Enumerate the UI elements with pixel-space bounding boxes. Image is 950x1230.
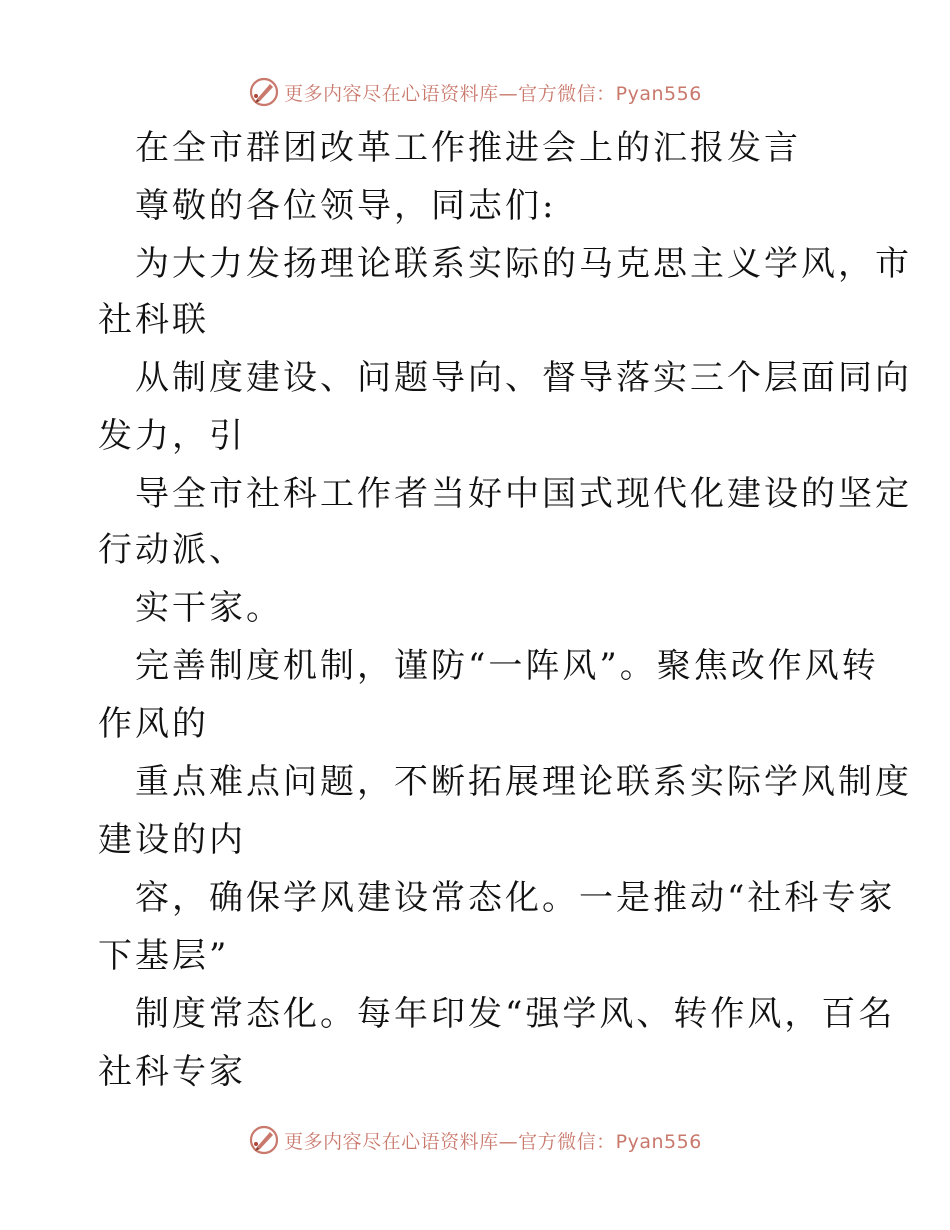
text-line: 行动派、 (98, 530, 246, 570)
text-line: 制度常态化。每年印发“强学风、转作风，百名 (135, 994, 896, 1034)
document-title: 在全市群团改革工作推进会上的汇报发言 (135, 128, 801, 168)
text-line: 容，确保学风建设常态化。一是推动“社科专家 (135, 878, 896, 918)
quill-pen-logo-icon (248, 76, 280, 108)
text-line: 发力，引 (98, 416, 246, 456)
header-watermark-banner (0, 70, 950, 114)
text-line: 重点难点问题，不断拓展理论联系实际学风制度 (135, 762, 912, 802)
watermark-text: 更多内容尽在心语资料库—官方微信：Pyan556 (284, 1130, 702, 1153)
text-line: 导全市社科工作者当好中国式现代化建设的坚定 (135, 474, 912, 514)
text-line: 社科专家 (98, 1052, 246, 1092)
text-line: 作风的 (98, 704, 209, 744)
footer-watermark-banner (0, 1118, 950, 1162)
text-line: 完善制度机制，谨防“一阵风”。聚焦改作风转 (135, 646, 879, 686)
quill-pen-logo-icon (248, 1124, 280, 1156)
text-line: 下基层” (98, 936, 230, 976)
text-line: 社科联 (98, 300, 209, 340)
salutation: 尊敬的各位领导，同志们: (135, 186, 557, 226)
text-line: 为大力发扬理论联系实际的马克思主义学风，市 (135, 244, 912, 284)
text-line: 从制度建设、问题导向、督导落实三个层面同向 (135, 358, 912, 398)
text-line: 实干家。 (135, 588, 283, 628)
text-line: 建设的内 (98, 820, 246, 860)
watermark-text: 更多内容尽在心语资料库—官方微信：Pyan556 (284, 82, 702, 105)
